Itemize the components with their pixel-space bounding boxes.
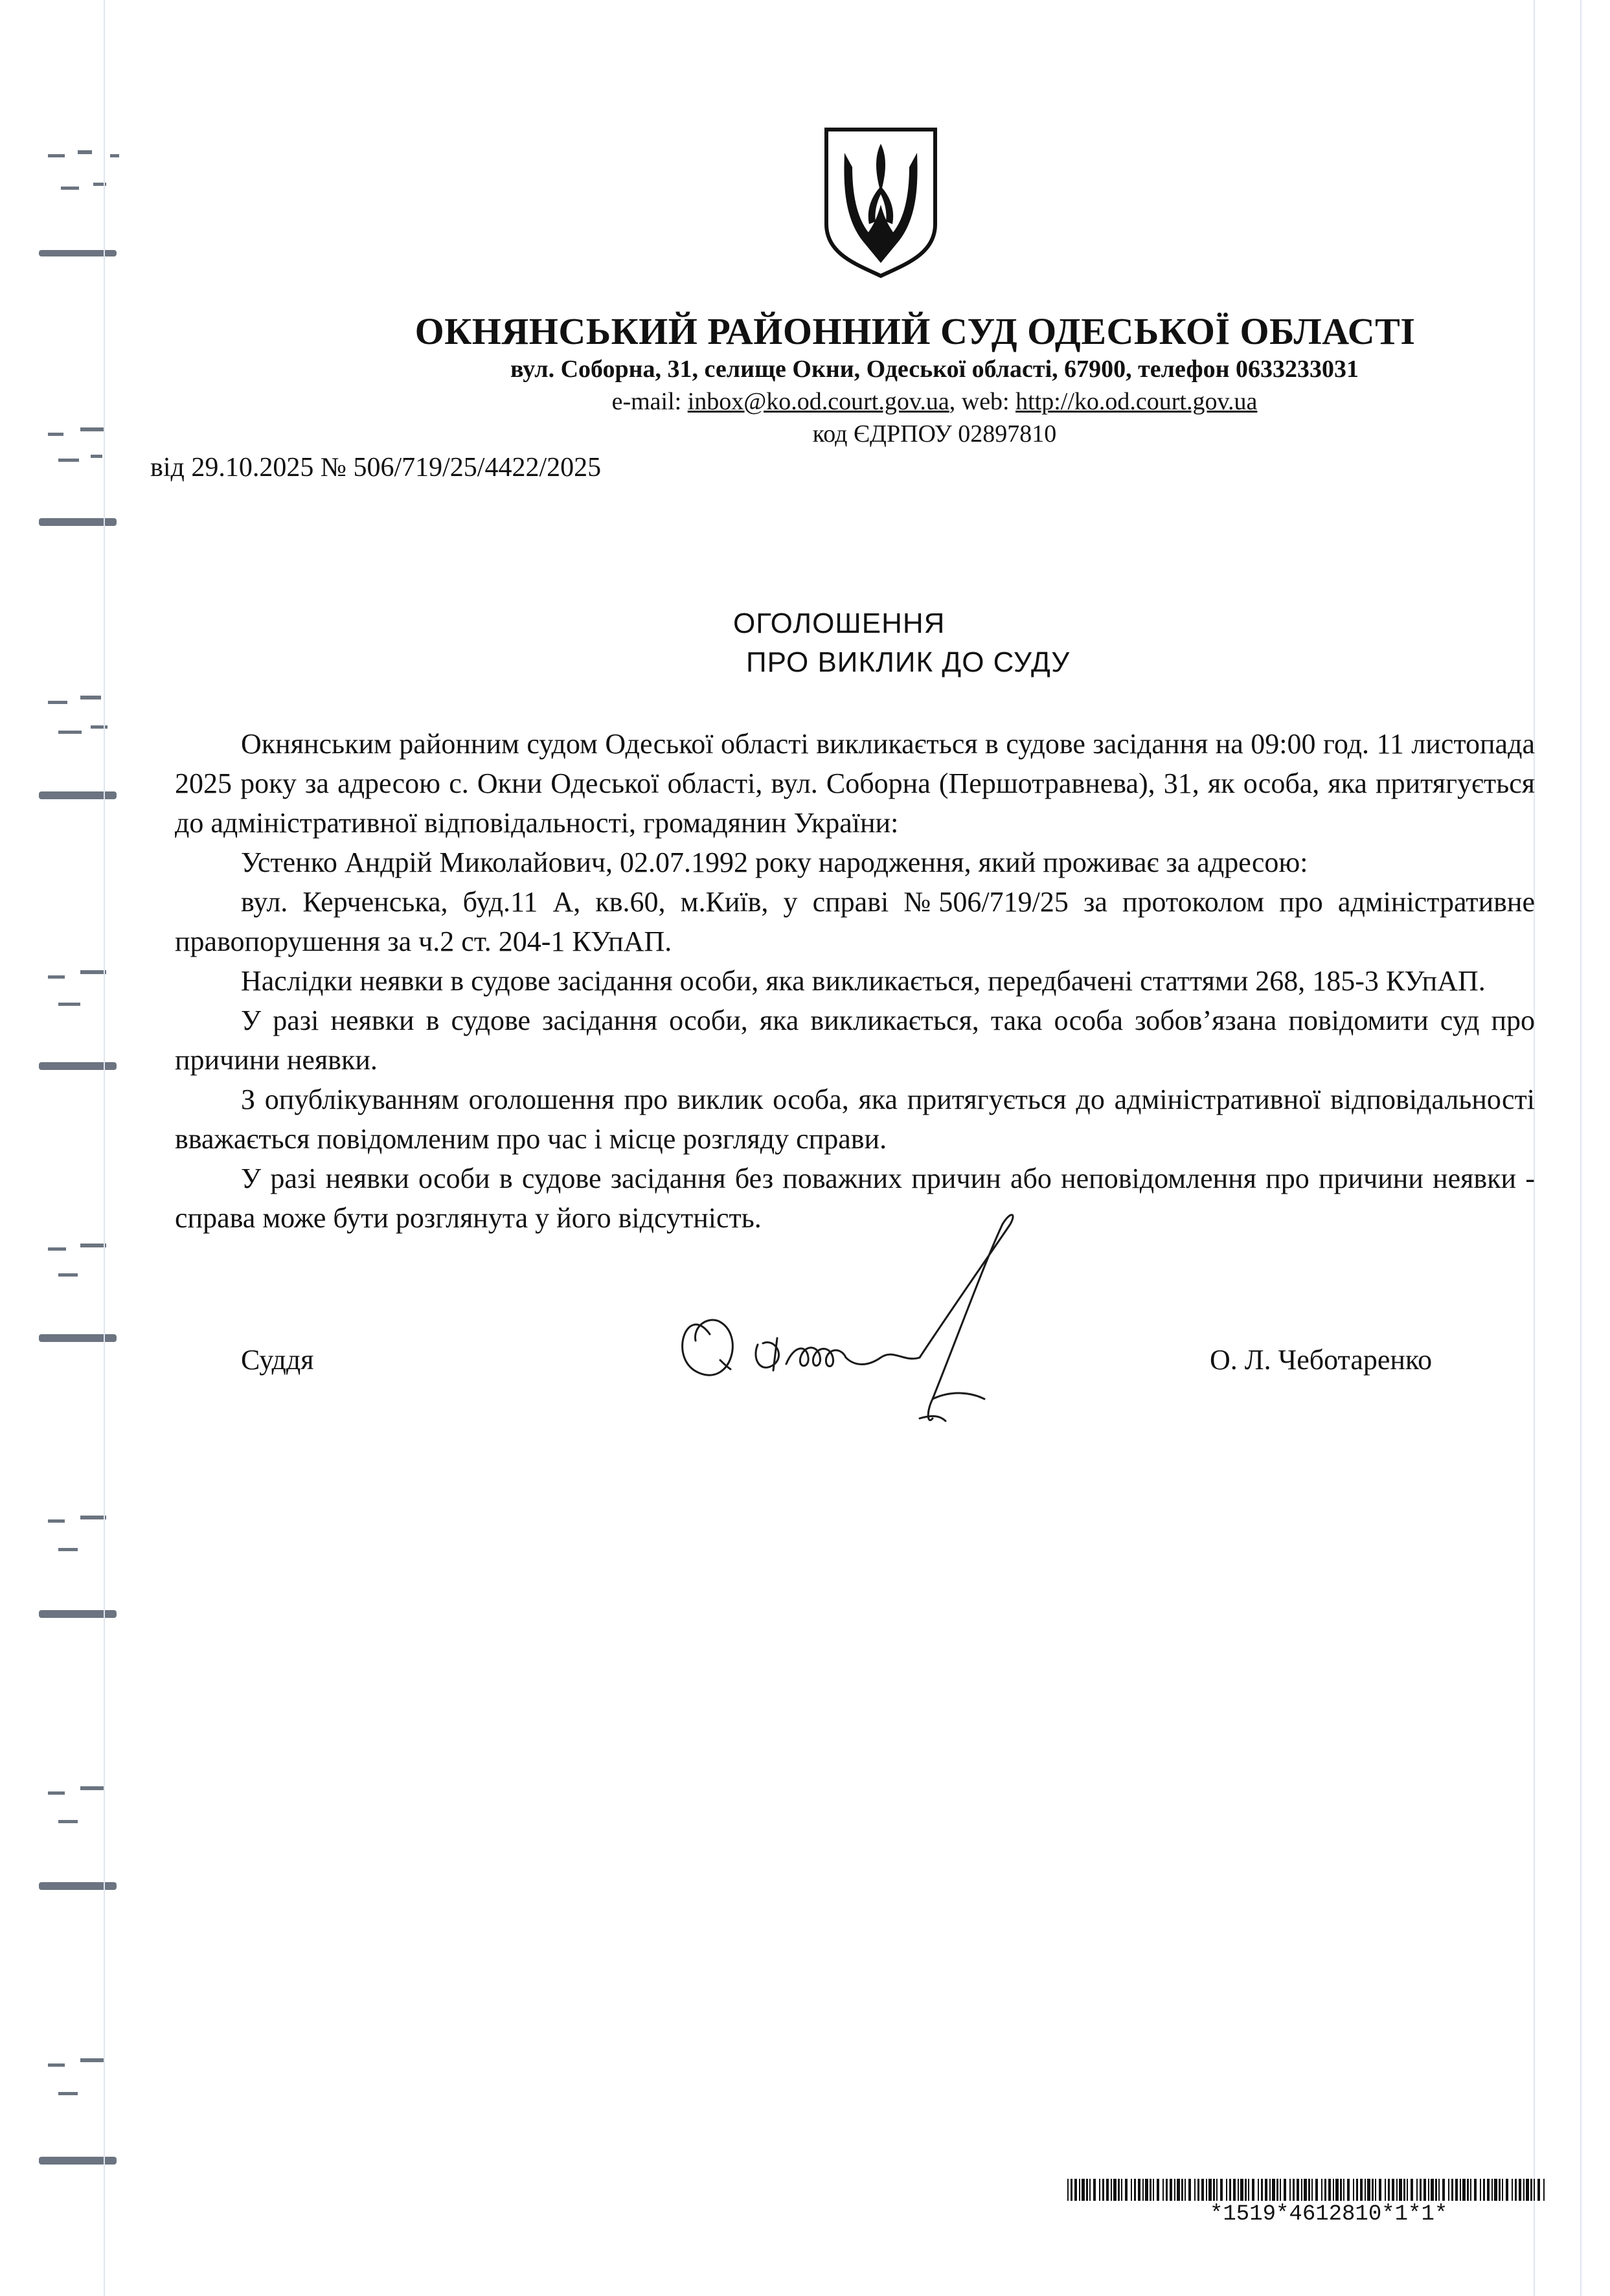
web-link[interactable]: http://ko.od.court.gov.ua — [1015, 388, 1258, 415]
barcode-bar — [1248, 2179, 1249, 2201]
barcode-bar — [1102, 2179, 1104, 2201]
barcode-bar — [1082, 2179, 1085, 2201]
barcode-bar — [1145, 2179, 1148, 2201]
barcode-bar — [1265, 2179, 1267, 2201]
barcode-bar — [1284, 2179, 1286, 2201]
barcode-bar — [1216, 2179, 1218, 2201]
barcode-bar — [1543, 2179, 1545, 2201]
barcode-bar — [1494, 2179, 1497, 2201]
barcode-bar — [1220, 2179, 1223, 2201]
barcode-bar — [1079, 2179, 1080, 2201]
barcode-bar — [1487, 2179, 1490, 2201]
barcode-bar — [1240, 2179, 1243, 2201]
barcode-bar — [1328, 2179, 1331, 2201]
email-label: e-mail: — [611, 388, 688, 415]
barcode-bar — [1438, 2179, 1440, 2201]
barcode-bar — [1480, 2179, 1481, 2201]
barcode-bar — [1411, 2179, 1413, 2201]
barcode-bar — [1197, 2179, 1199, 2201]
barcode-bar — [1086, 2179, 1088, 2201]
barcode-bar — [1324, 2179, 1326, 2201]
barcode-bar — [1353, 2179, 1354, 2201]
barcode-bar — [1071, 2179, 1072, 2201]
barcode-bar — [1431, 2179, 1434, 2201]
paragraph: вул. Керченська, буд.11 А, кв.60, м.Київ, у справі №506/719/25 за протоколом про адміністративне правопорушення за ч.2 ст. 204-1 КУпАП. — [175, 886, 1535, 957]
paragraph: Наслідки неявки в судове засідання особи, яка викликається, передбачені статтями 268, 185-3 КУпАП. — [241, 965, 1486, 997]
barcode-bar — [1523, 2179, 1525, 2201]
barcode-bar — [1499, 2179, 1501, 2201]
barcode-bar — [1396, 2179, 1398, 2201]
barcode-bar — [1252, 2179, 1254, 2201]
barcode-bar — [1157, 2179, 1159, 2201]
barcode-bar — [1206, 2179, 1207, 2201]
barcode-bar — [1420, 2179, 1422, 2201]
barcode-bar — [1074, 2179, 1077, 2201]
document-title: ОГОЛОШЕННЯ — [733, 608, 946, 639]
barcode-bar — [1280, 2179, 1281, 2201]
barcode-bar — [1162, 2179, 1164, 2201]
barcode-bar — [1515, 2179, 1517, 2201]
barcode-bar — [1356, 2179, 1358, 2201]
barcode-bar — [1335, 2179, 1339, 2201]
barcode-bar — [1170, 2179, 1172, 2201]
barcode-bar — [1174, 2179, 1175, 2201]
judge-role: Суддя — [241, 1344, 314, 1376]
barcode-bar — [1333, 2179, 1334, 2201]
barcode-bar — [1185, 2179, 1186, 2201]
barcode-bar — [1537, 2179, 1540, 2201]
barcode-bar — [1272, 2179, 1275, 2201]
barcode-bar — [1347, 2179, 1350, 2201]
barcode-bar — [1153, 2179, 1154, 2201]
barcode-bar — [1181, 2179, 1183, 2201]
barcode-bar — [1530, 2179, 1532, 2201]
barcode-bar — [1208, 2179, 1212, 2201]
paragraph: У разі неявки в судове засідання особи, яка викликається, така особа зобов’язана повідомити суд про причини неявки. — [175, 1005, 1535, 1076]
barcode-bar — [1308, 2179, 1310, 2201]
barcode-bar — [1435, 2179, 1437, 2201]
barcode-bar — [1150, 2179, 1151, 2201]
barcode-bar — [1089, 2179, 1091, 2201]
barcode-bar — [1403, 2179, 1405, 2201]
court-address: вул. Соборна, 31, селище Окни, Одеської області, 67900, телефон 0633233031 — [510, 356, 1359, 383]
barcode-bar — [1113, 2179, 1117, 2201]
barcode-bar — [1423, 2179, 1426, 2201]
barcode-bar — [1245, 2179, 1247, 2201]
edrpou-code: код ЄДРПОУ 02897810 — [812, 420, 1057, 448]
barcode-bar — [1448, 2179, 1449, 2201]
handwritten-signature — [648, 1205, 1166, 1451]
court-name: ОКНЯНСЬКИЙ РАЙОННИЙ СУД ОДЕСЬКОЇ ОБЛАСТІ — [414, 310, 1416, 352]
barcode-bar — [1301, 2179, 1302, 2201]
announcement-body — [175, 724, 1535, 1238]
barcode-bar — [1099, 2179, 1100, 2201]
barcode-bar — [1321, 2179, 1322, 2201]
barcode-bar — [1360, 2179, 1363, 2201]
barcode-bar — [1213, 2179, 1215, 2201]
barcode-bar — [1315, 2179, 1318, 2201]
court-contacts — [130, 387, 1610, 416]
barcode-bar — [1534, 2179, 1535, 2201]
barcode-bar — [1229, 2179, 1231, 2201]
paragraph: Устенко Андрій Миколайович, 02.07.1992 року народження, який проживає за адресою: — [241, 847, 1308, 878]
barcode-bar — [1392, 2179, 1394, 2201]
barcode-bar — [1372, 2179, 1374, 2201]
barcode-bar — [1258, 2179, 1259, 2201]
barcode-bar — [1416, 2179, 1418, 2201]
barcode-bar — [1125, 2179, 1128, 2201]
barcode-bar — [1142, 2179, 1144, 2201]
barcode-bar — [1455, 2179, 1458, 2201]
barcode-bar — [1506, 2179, 1508, 2201]
barcode-bar — [1297, 2179, 1299, 2201]
scan-edge-line-left — [104, 0, 105, 2296]
barcode-bar — [1261, 2179, 1263, 2201]
barcode-bar — [1442, 2179, 1445, 2201]
document-subtitle: ПРО ВИКЛИК ДО СУДУ — [746, 646, 1071, 678]
barcode-bar — [1340, 2179, 1342, 2201]
barcode-bar — [1134, 2179, 1136, 2201]
barcode-bar — [1375, 2179, 1376, 2201]
paragraph: Окнянським районним судом Одеської області викликається в судове засідання на 09:00 год. 11 листопада 2025 року за адресою с. Окни Одеської області, вул. Соборна (Першотравнева), 31, як особа, яка притягується до адміністративної відповідальності, громадянин України: — [175, 728, 1535, 839]
barcode-bar — [1093, 2179, 1096, 2201]
barcode-bar — [1470, 2179, 1471, 2201]
barcode-bar — [1474, 2179, 1477, 2201]
paragraph: З опублікуванням оголошення про виклик особа, яка притягується до адміністративної відповідальності вважається повідомленим про час і місце розгляду справи. — [175, 1084, 1535, 1155]
barcode-bar — [1188, 2179, 1191, 2201]
barcode-bar — [1121, 2179, 1122, 2201]
barcode-bar — [1304, 2179, 1307, 2201]
signature-row — [0, 1343, 1610, 1395]
barcode-bar — [1462, 2179, 1466, 2201]
barcode-bar — [1451, 2179, 1453, 2201]
barcode-bar — [1194, 2179, 1196, 2201]
barcode-bar — [1111, 2179, 1112, 2201]
barcode-bar — [1460, 2179, 1461, 2201]
email-link[interactable]: inbox@ko.od.court.gov.ua — [687, 388, 949, 415]
barcode-bar — [1365, 2179, 1366, 2201]
barcode-number: *1519*4612810*1*1* — [1210, 2202, 1448, 2227]
document-barcode — [1067, 2179, 1547, 2201]
barcode-bar — [1428, 2179, 1429, 2201]
barcode-bar — [1512, 2179, 1513, 2201]
barcode-bar — [1483, 2179, 1485, 2201]
barcode-bar — [1519, 2179, 1521, 2201]
barcode-bar — [1343, 2179, 1344, 2201]
barcode-bar — [1379, 2179, 1381, 2201]
barcode-bar — [1311, 2179, 1313, 2201]
coat-of-arms-icon — [824, 127, 938, 278]
barcode-bar — [1131, 2179, 1132, 2201]
barcode-bar — [1238, 2179, 1239, 2201]
barcode-bar — [1407, 2179, 1408, 2201]
barcode-bar — [1177, 2179, 1180, 2201]
barcode-bar — [1201, 2179, 1204, 2201]
barcode-bar — [1067, 2179, 1069, 2201]
web-label: , web: — [949, 388, 1016, 415]
barcode-bar — [1233, 2179, 1236, 2201]
barcode-bar — [1467, 2179, 1469, 2201]
barcode-bar — [1269, 2179, 1271, 2201]
barcode-bar — [1226, 2179, 1227, 2201]
paragraph: У разі неявки особи в судове засідання без поважних причин або неповідомлення про причини неявки - справа може бути розглянута у його відсутність. — [175, 1163, 1535, 1234]
document-reference: від 29.10.2025 № 506/719/25/4422/2025 — [150, 453, 602, 483]
judge-name: О. Л. Чеботаренко — [1210, 1344, 1433, 1376]
barcode-bar — [1293, 2179, 1295, 2201]
barcode-bar — [1399, 2179, 1402, 2201]
barcode-bar — [1106, 2179, 1109, 2201]
barcode-bar — [1388, 2179, 1390, 2201]
barcode-bar — [1385, 2179, 1386, 2201]
barcode-bar — [1289, 2179, 1291, 2201]
barcode-bar — [1138, 2179, 1140, 2201]
barcode-bar — [1166, 2179, 1168, 2201]
barcode-bar — [1118, 2179, 1120, 2201]
barcode-bar — [1276, 2179, 1278, 2201]
barcode-bar — [1526, 2179, 1529, 2201]
barcode-bar — [1502, 2179, 1503, 2201]
barcode-bar — [1491, 2179, 1493, 2201]
barcode-bar — [1367, 2179, 1370, 2201]
